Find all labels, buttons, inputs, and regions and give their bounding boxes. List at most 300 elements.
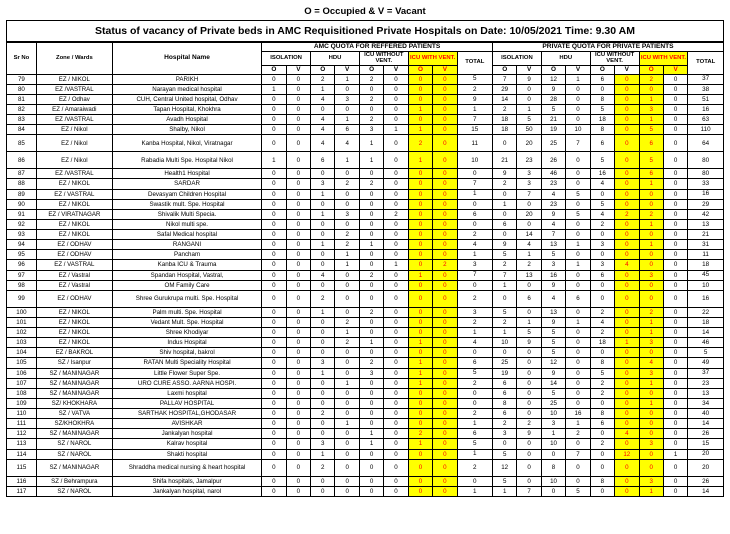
row-total-cell: 0 — [457, 348, 492, 358]
row-value-cell: 0 — [566, 476, 590, 486]
row-value-cell: 0 — [286, 419, 310, 429]
row-value-cell: 0 — [517, 358, 541, 368]
row-value-cell: 0 — [663, 115, 687, 125]
row-value-cell: 0 — [262, 409, 286, 419]
row-total-cell: 31 — [688, 240, 724, 250]
row-srno: 91 — [7, 209, 37, 219]
row-zone: EZ / NIKOL — [36, 328, 112, 338]
row-value-cell: 0 — [663, 260, 687, 270]
row-value-cell: 4 — [311, 125, 335, 135]
row-value-cell: 0 — [615, 409, 639, 419]
table-row — [7, 439, 724, 449]
table-row — [7, 219, 724, 229]
row-value-cell: 0 — [433, 169, 457, 179]
table-row — [7, 179, 724, 189]
row-zone: EZ / Nikol — [36, 135, 112, 152]
row-value-cell: 0 — [335, 270, 359, 280]
row-total-cell: 5 — [457, 439, 492, 449]
row-value-cell: 1 — [615, 338, 639, 348]
row-value-cell: 0 — [335, 307, 359, 317]
row-value-cell: 0 — [615, 290, 639, 307]
row-total-cell: 15 — [688, 439, 724, 449]
table-row — [7, 84, 724, 94]
row-total-cell: 0 — [457, 199, 492, 209]
row-value-cell: 1 — [311, 368, 335, 378]
row-value-cell: 1 — [408, 104, 432, 114]
row-value-cell: 0 — [408, 115, 432, 125]
row-value-cell: 1 — [566, 260, 590, 270]
row-value-cell: 1 — [335, 250, 359, 260]
row-value-cell: 6 — [590, 135, 614, 152]
row-srno: 106 — [7, 368, 37, 378]
row-total-cell: 40 — [688, 409, 724, 419]
row-value-cell: 23 — [517, 152, 541, 169]
row-value-cell: 1 — [408, 270, 432, 280]
row-value-cell: 0 — [433, 439, 457, 449]
row-total-cell: 10 — [457, 152, 492, 169]
row-value-cell: 0 — [663, 179, 687, 189]
row-value-cell: 0 — [286, 189, 310, 199]
row-value-cell: 8 — [590, 476, 614, 486]
row-total-cell: 4 — [457, 338, 492, 348]
row-zone: EZ / NIKOL — [36, 219, 112, 229]
row-value-cell: 0 — [408, 189, 432, 199]
row-zone: EZ /VASTRAL — [36, 115, 112, 125]
row-value-cell: 5 — [639, 152, 663, 169]
row-value-cell: 5 — [517, 115, 541, 125]
row-value-cell: 0 — [384, 358, 408, 368]
row-value-cell: 0 — [663, 459, 687, 476]
row-value-cell: 0 — [286, 250, 310, 260]
row-value-cell: 2 — [517, 260, 541, 270]
row-hospital-name: PARIKH — [112, 74, 261, 84]
row-value-cell: 0 — [408, 348, 432, 358]
row-value-cell: 16 — [566, 409, 590, 419]
row-value-cell: 0 — [335, 439, 359, 449]
row-value-cell: 0 — [359, 230, 383, 240]
row-value-cell: 0 — [384, 449, 408, 459]
row-srno: 84 — [7, 125, 37, 135]
row-value-cell: 0 — [433, 429, 457, 439]
row-value-cell: 0 — [615, 317, 639, 327]
table-row — [7, 388, 724, 398]
col-srno: Sr No — [7, 43, 37, 75]
row-value-cell: 0 — [335, 486, 359, 496]
row-value-cell: 0 — [433, 250, 457, 260]
row-value-cell: 4 — [517, 240, 541, 250]
row-total-cell: 38 — [688, 84, 724, 94]
table-row — [7, 419, 724, 429]
row-value-cell: 9 — [541, 368, 565, 378]
row-value-cell: 0 — [615, 270, 639, 280]
row-value-cell: 0 — [663, 348, 687, 358]
row-value-cell: 0 — [286, 368, 310, 378]
row-hospital-name: CUH, Central United hospital, Odhav — [112, 94, 261, 104]
row-hospital-name: Tapan Hospital, Khokhra — [112, 104, 261, 114]
row-value-cell: 2 — [590, 219, 614, 229]
row-zone: SZ / MANINAGAR — [36, 368, 112, 378]
row-value-cell: 4 — [590, 179, 614, 189]
row-value-cell: 0 — [335, 398, 359, 408]
row-srno: 88 — [7, 179, 37, 189]
row-value-cell: 0 — [433, 388, 457, 398]
row-total-cell: 6 — [457, 358, 492, 368]
row-value-cell: 0 — [590, 230, 614, 240]
row-value-cell: 0 — [262, 307, 286, 317]
row-value-cell: 0 — [615, 74, 639, 84]
row-value-cell: 0 — [541, 449, 565, 459]
row-value-cell: 0 — [384, 409, 408, 419]
row-value-cell: 0 — [262, 230, 286, 240]
row-total-cell: 64 — [688, 135, 724, 152]
row-value-cell: 0 — [433, 189, 457, 199]
row-hospital-name: Kalrav hospital — [112, 439, 261, 449]
row-value-cell: 0 — [639, 250, 663, 260]
table-row — [7, 338, 724, 348]
row-value-cell: 0 — [408, 209, 432, 219]
row-value-cell: 0 — [517, 398, 541, 408]
row-value-cell: 6 — [590, 270, 614, 280]
row-value-cell: 12 — [541, 74, 565, 84]
row-value-cell: 0 — [663, 378, 687, 388]
row-value-cell: 0 — [311, 476, 335, 486]
row-total-cell: 2 — [457, 290, 492, 307]
row-value-cell: 0 — [663, 240, 687, 250]
row-value-cell: 6 — [639, 135, 663, 152]
row-value-cell: 0 — [262, 280, 286, 290]
row-value-cell: 0 — [517, 94, 541, 104]
row-hospital-name: Shalby, Nikol — [112, 125, 261, 135]
pvt-hdu: HDU — [541, 51, 590, 66]
table-row — [7, 169, 724, 179]
row-value-cell: 0 — [408, 307, 432, 317]
row-srno: 114 — [7, 449, 37, 459]
row-value-cell: 2 — [359, 179, 383, 189]
row-total-cell: 0 — [457, 476, 492, 486]
row-value-cell: 0 — [262, 388, 286, 398]
row-value-cell: 0 — [286, 135, 310, 152]
row-value-cell: 14 — [492, 94, 516, 104]
row-value-cell: 7 — [566, 449, 590, 459]
row-total-cell: 80 — [688, 152, 724, 169]
row-hospital-name: Indus Hospital — [112, 338, 261, 348]
row-value-cell: 0 — [566, 398, 590, 408]
row-value-cell: 0 — [433, 290, 457, 307]
row-value-cell: 1 — [492, 328, 516, 338]
row-value-cell: 2 — [384, 209, 408, 219]
row-value-cell: 0 — [286, 476, 310, 486]
row-value-cell: 0 — [615, 459, 639, 476]
row-value-cell: 0 — [286, 104, 310, 114]
row-value-cell: 12 — [615, 449, 639, 459]
row-value-cell: 0 — [566, 280, 590, 290]
row-total-cell: 20 — [688, 449, 724, 459]
row-value-cell: 0 — [663, 250, 687, 260]
row-value-cell: 0 — [433, 74, 457, 84]
row-value-cell: 0 — [408, 290, 432, 307]
row-value-cell: 5 — [590, 104, 614, 114]
row-total-cell: 23 — [688, 378, 724, 388]
row-value-cell: 0 — [433, 152, 457, 169]
row-value-cell: 2 — [335, 179, 359, 189]
row-value-cell: 1 — [639, 219, 663, 229]
row-value-cell: 19 — [541, 125, 565, 135]
row-value-cell: 9 — [541, 209, 565, 219]
row-srno: 95 — [7, 250, 37, 260]
row-value-cell: 0 — [262, 398, 286, 408]
row-value-cell: 0 — [335, 104, 359, 114]
row-value-cell: 5 — [541, 104, 565, 114]
row-hospital-name: SARDAR — [112, 179, 261, 189]
row-value-cell: 0 — [286, 169, 310, 179]
row-value-cell: 6 — [639, 169, 663, 179]
pvt-total: TOTAL — [688, 51, 724, 74]
row-value-cell: 0 — [663, 429, 687, 439]
pvt-iso-v: V — [517, 66, 541, 74]
row-value-cell: 0 — [615, 419, 639, 429]
row-value-cell: 7 — [566, 135, 590, 152]
row-value-cell: 14 — [541, 378, 565, 388]
row-value-cell: 0 — [359, 189, 383, 199]
row-total-cell: 5 — [457, 74, 492, 84]
row-value-cell: 4 — [590, 317, 614, 327]
row-value-cell: 0 — [566, 459, 590, 476]
row-value-cell: 0 — [262, 368, 286, 378]
row-value-cell: 0 — [262, 219, 286, 229]
row-zone: EZ / Odhav — [36, 94, 112, 104]
row-value-cell: 5 — [492, 449, 516, 459]
row-value-cell: 0 — [311, 348, 335, 358]
row-value-cell: 0 — [311, 219, 335, 229]
row-value-cell: 0 — [262, 449, 286, 459]
row-total-cell: 3 — [457, 260, 492, 270]
row-value-cell: 0 — [517, 348, 541, 358]
row-value-cell: 1 — [639, 115, 663, 125]
row-value-cell: 6 — [492, 219, 516, 229]
row-value-cell: 0 — [408, 280, 432, 290]
row-value-cell: 0 — [384, 317, 408, 327]
row-total-cell: 33 — [688, 179, 724, 189]
row-value-cell: 0 — [433, 378, 457, 388]
row-total-cell: 14 — [688, 486, 724, 496]
row-total-cell: 110 — [688, 125, 724, 135]
row-total-cell: 18 — [688, 260, 724, 270]
row-total-cell: 10 — [688, 280, 724, 290]
row-total-cell: 7 — [457, 179, 492, 189]
row-value-cell: 0 — [286, 378, 310, 388]
row-value-cell: 0 — [566, 104, 590, 114]
row-value-cell: 0 — [335, 476, 359, 486]
row-value-cell: 6 — [492, 378, 516, 388]
row-value-cell: 14 — [517, 230, 541, 240]
row-value-cell: 0 — [384, 152, 408, 169]
table-row — [7, 270, 724, 280]
row-value-cell: 1 — [335, 74, 359, 84]
row-value-cell: 13 — [517, 270, 541, 280]
row-value-cell: 1 — [359, 240, 383, 250]
row-value-cell: 0 — [335, 189, 359, 199]
row-value-cell: 2 — [359, 358, 383, 368]
row-value-cell: 5 — [541, 328, 565, 338]
row-value-cell: 0 — [517, 280, 541, 290]
row-value-cell: 0 — [590, 280, 614, 290]
pvt-hdu-v: V — [566, 66, 590, 74]
row-value-cell: 0 — [663, 419, 687, 429]
row-value-cell: 1 — [408, 439, 432, 449]
row-total-cell: 1 — [457, 328, 492, 338]
row-value-cell: 0 — [590, 449, 614, 459]
row-value-cell: 3 — [517, 169, 541, 179]
row-value-cell: 0 — [663, 230, 687, 240]
row-value-cell: 0 — [590, 290, 614, 307]
pvt-icuwo-v: V — [615, 66, 639, 74]
row-value-cell: 0 — [408, 84, 432, 94]
row-total-cell: 37 — [688, 368, 724, 378]
row-value-cell: 0 — [639, 429, 663, 439]
row-value-cell: 0 — [566, 338, 590, 348]
row-zone: SZ / NAROL — [36, 439, 112, 449]
row-value-cell: 0 — [433, 358, 457, 368]
row-value-cell: 0 — [408, 260, 432, 270]
row-total-cell: 21 — [688, 230, 724, 240]
row-value-cell: 0 — [615, 135, 639, 152]
row-value-cell: 0 — [262, 476, 286, 486]
row-value-cell: 0 — [335, 368, 359, 378]
row-hospital-name: Swastik mult. Spe. Hospital — [112, 199, 261, 209]
row-value-cell: 1 — [335, 378, 359, 388]
row-value-cell: 0 — [384, 328, 408, 338]
row-value-cell: 3 — [639, 338, 663, 348]
row-total-cell: 0 — [457, 169, 492, 179]
row-value-cell: 2 — [590, 328, 614, 338]
row-total-cell: 49 — [688, 358, 724, 368]
row-value-cell: 19 — [492, 368, 516, 378]
row-value-cell: 25 — [541, 135, 565, 152]
row-value-cell: 3 — [639, 439, 663, 449]
row-value-cell: 0 — [286, 429, 310, 439]
row-value-cell: 0 — [384, 429, 408, 439]
row-value-cell: 1 — [359, 135, 383, 152]
row-value-cell: 2 — [408, 135, 432, 152]
row-value-cell: 0 — [384, 135, 408, 152]
row-value-cell: 0 — [663, 290, 687, 307]
row-total-cell: 2 — [457, 459, 492, 476]
row-value-cell: 5 — [566, 209, 590, 219]
row-srno: 98 — [7, 280, 37, 290]
amc-icu-without-vent: ICU WITHOUT VENT. — [359, 51, 408, 66]
row-value-cell: 0 — [408, 476, 432, 486]
row-total-cell: 80 — [688, 169, 724, 179]
table-row — [7, 429, 724, 439]
row-value-cell: 0 — [384, 179, 408, 189]
row-value-cell: 0 — [566, 358, 590, 368]
row-value-cell: 0 — [262, 358, 286, 368]
row-value-cell: 5 — [492, 250, 516, 260]
row-zone: EZ / Amaraiwadi — [36, 104, 112, 114]
row-value-cell: 0 — [615, 398, 639, 408]
row-value-cell: 0 — [615, 328, 639, 338]
row-hospital-name: Shivalik Multi Specia. — [112, 209, 261, 219]
row-value-cell: 0 — [615, 219, 639, 229]
row-value-cell: 0 — [517, 307, 541, 317]
row-zone: EZ / Nikol — [36, 152, 112, 169]
row-value-cell: 0 — [359, 250, 383, 260]
row-srno: 111 — [7, 419, 37, 429]
row-value-cell: 0 — [359, 290, 383, 307]
row-srno: 112 — [7, 429, 37, 439]
row-value-cell: 2 — [335, 230, 359, 240]
row-value-cell: 0 — [359, 419, 383, 429]
row-hospital-name: Jankalyan hospital, narol — [112, 486, 261, 496]
row-value-cell: 29 — [492, 84, 516, 94]
row-value-cell: 0 — [311, 317, 335, 327]
row-value-cell: 0 — [384, 250, 408, 260]
row-hospital-name: Palm multi. Spe. Hospital — [112, 307, 261, 317]
row-value-cell: 0 — [615, 84, 639, 94]
row-value-cell: 5 — [492, 476, 516, 486]
row-value-cell: 0 — [408, 419, 432, 429]
row-value-cell: 0 — [286, 179, 310, 189]
row-srno: 89 — [7, 189, 37, 199]
row-value-cell: 0 — [286, 317, 310, 327]
row-value-cell: 3 — [639, 104, 663, 114]
row-value-cell: 0 — [359, 328, 383, 338]
pvt-isolation: ISOLATION — [492, 51, 541, 66]
row-zone: EZ / Vastral — [36, 270, 112, 280]
row-srno: 113 — [7, 439, 37, 449]
row-value-cell: 0 — [359, 280, 383, 290]
row-value-cell: 0 — [433, 476, 457, 486]
row-hospital-name: SARTHAK HOSPITAL,GHODASAR — [112, 409, 261, 419]
row-value-cell: 1 — [335, 152, 359, 169]
row-value-cell: 0 — [359, 476, 383, 486]
row-hospital-name: Shraddha medical nursing & heart hospital — [112, 459, 261, 476]
row-value-cell: 1 — [311, 307, 335, 317]
row-hospital-name: AVISHKAR — [112, 419, 261, 429]
table-row — [7, 348, 724, 358]
row-srno: 109 — [7, 398, 37, 408]
table-row — [7, 280, 724, 290]
row-total-cell: 14 — [688, 328, 724, 338]
row-zone: SZ / MANINAGAR — [36, 388, 112, 398]
row-zone: EZ / NIKOL — [36, 338, 112, 348]
row-value-cell: 0 — [541, 486, 565, 496]
row-value-cell: 0 — [566, 94, 590, 104]
table-row — [7, 449, 724, 459]
row-value-cell: 0 — [590, 250, 614, 260]
row-value-cell: 0 — [286, 348, 310, 358]
amc-icuwo-v: V — [384, 66, 408, 74]
row-value-cell: 0 — [639, 189, 663, 199]
row-value-cell: 0 — [311, 338, 335, 348]
table-row — [7, 486, 724, 496]
row-hospital-name: Avadh Hospital — [112, 115, 261, 125]
row-srno: 104 — [7, 348, 37, 358]
row-value-cell: 1 — [311, 209, 335, 219]
row-value-cell: 0 — [335, 280, 359, 290]
row-value-cell: 0 — [590, 429, 614, 439]
row-srno: 86 — [7, 152, 37, 169]
row-value-cell: 0 — [286, 270, 310, 280]
row-hospital-name: Pancham — [112, 250, 261, 260]
row-value-cell: 0 — [408, 179, 432, 189]
row-zone: SZ / MANINAGAR — [36, 459, 112, 476]
row-value-cell: 1 — [517, 104, 541, 114]
row-total-cell: 1 — [457, 449, 492, 459]
row-value-cell: 4 — [311, 94, 335, 104]
row-value-cell: 0 — [359, 104, 383, 114]
row-srno: 107 — [7, 378, 37, 388]
